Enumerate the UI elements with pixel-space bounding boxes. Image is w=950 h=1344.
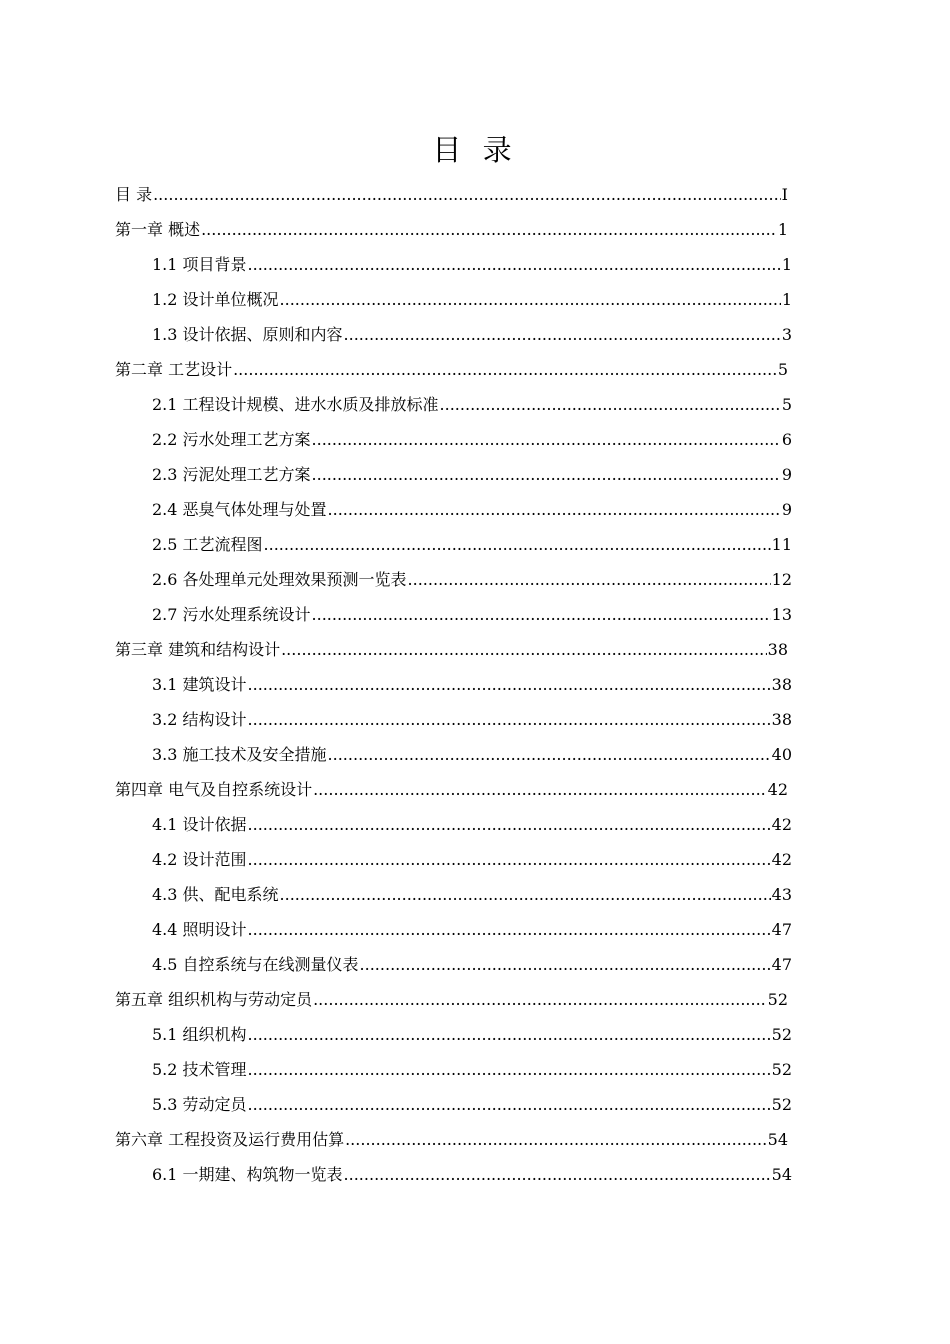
toc-entry-page-number: 5 [781,395,792,414]
toc-entry-page-number: 1 [781,290,792,309]
toc-dot-leader [248,248,781,282]
toc-entry[interactable] [115,1123,788,1157]
toc-entry-page-number: 42 [771,815,792,834]
toc-entry[interactable] [152,843,792,877]
toc-entry[interactable] [152,703,792,737]
toc-entry-page-number: 38 [771,710,792,729]
toc-entry-page-number: 43 [771,885,792,904]
toc-dot-leader [345,1123,767,1157]
toc-entry-text: 5.1 组织机构 [152,1025,247,1044]
toc-dot-leader [344,318,781,352]
toc-dot-leader [280,283,781,317]
toc-entry-text: 2.6 各处理单元处理效果预测一览表 [152,570,407,589]
toc-entry-page-number: 38 [767,640,788,659]
toc-dot-leader [153,178,781,212]
toc-entry[interactable] [115,773,788,807]
toc-entry-text: 4.3 供、配电系统 [152,885,279,904]
toc-dot-leader [408,563,771,597]
toc-dot-leader [344,1158,771,1192]
toc-entry[interactable] [115,353,788,387]
toc-dot-leader [312,598,771,632]
toc-entry-text: 1.3 设计依据、原则和内容 [152,325,343,344]
toc-entry[interactable] [152,1088,792,1122]
toc-entry-text: 5.2 技术管理 [152,1060,247,1079]
toc-dot-leader [328,738,771,772]
toc-dot-leader [248,668,771,702]
toc-entry-text: 2.3 污泥处理工艺方案 [152,465,311,484]
toc-entry-text: 第六章 工程投资及运行费用估算 [115,1130,345,1149]
toc-entry-page-number: 11 [771,535,792,554]
toc-entry-text: 3.2 结构设计 [152,710,247,729]
toc-entry[interactable] [152,423,792,457]
toc-entry-text: 6.1 一期建、构筑物一览表 [152,1165,343,1184]
toc-entry-page-number: 54 [771,1165,792,1184]
toc-dot-leader [248,843,771,877]
toc-dot-leader [248,1088,771,1122]
toc-dot-leader [312,458,781,492]
toc-entry-text: 2.1 工程设计规模、进水水质及排放标准 [152,395,439,414]
toc-entry[interactable] [152,493,792,527]
toc-entry-page-number: 9 [781,500,792,519]
toc-dot-leader [201,213,777,247]
toc-entry[interactable] [152,598,792,632]
toc-dot-leader [264,528,771,562]
toc-entry-text: 4.2 设计范围 [152,850,247,869]
toc-entry-text: 第四章 电气及自控系统设计 [115,780,313,799]
toc-entry[interactable] [152,1158,792,1192]
toc-entry-page-number: 54 [767,1130,788,1149]
toc-entry-text: 4.5 自控系统与在线测量仪表 [152,955,359,974]
toc-entry-page-number: 9 [781,465,792,484]
toc-entry-text: 第二章 工艺设计 [115,360,233,379]
toc-entry-page-number: 12 [771,570,792,589]
toc-entry-page-number: I [781,185,788,204]
toc-entry-page-number: 47 [771,920,792,939]
toc-entry[interactable] [152,528,792,562]
toc-entry[interactable] [152,283,792,317]
toc-entry-page-number: 38 [771,675,792,694]
toc-entry-text: 2.5 工艺流程图 [152,535,263,554]
toc-dot-leader [248,808,771,842]
toc-dot-leader [281,633,767,667]
toc-dot-leader [328,493,781,527]
toc-entry-page-number: 52 [767,990,788,1009]
toc-entry[interactable] [152,1053,792,1087]
toc-entry-text: 第五章 组织机构与劳动定员 [115,990,313,1009]
toc-dot-leader [313,983,767,1017]
toc-dot-leader [360,948,771,982]
toc-entry[interactable] [152,668,792,702]
toc-entry-page-number: 13 [771,605,792,624]
toc-entry-page-number: 47 [771,955,792,974]
toc-entry-page-number: 40 [771,745,792,764]
toc-entry-text: 2.4 恶臭气体处理与处置 [152,500,327,519]
toc-entry-text: 2.7 污水处理系统设计 [152,605,311,624]
toc-entry[interactable] [115,178,788,212]
toc-dot-leader [233,353,777,387]
toc-entry-text: 第三章 建筑和结构设计 [115,640,281,659]
toc-entry-text: 4.1 设计依据 [152,815,247,834]
toc-dot-leader [248,703,771,737]
toc-entry-page-number: 3 [781,325,792,344]
toc-entry[interactable] [152,948,792,982]
toc-entry-page-number: 42 [767,780,788,799]
toc-entry[interactable] [115,213,788,247]
toc-title: 目 录 [432,133,518,167]
toc-dot-leader [312,423,781,457]
toc-entry[interactable] [152,1018,792,1052]
toc-entry[interactable] [115,633,788,667]
toc-entry[interactable] [152,318,792,352]
toc-entry-page-number: 42 [771,850,792,869]
toc-dot-leader [248,1053,771,1087]
toc-entry-text: 5.3 劳动定员 [152,1095,247,1114]
toc-entry-page-number: 6 [781,430,792,449]
toc-entry-page-number: 1 [781,255,792,274]
toc-entry[interactable] [152,388,792,422]
toc-entry[interactable] [152,563,792,597]
toc-entry[interactable] [152,878,792,912]
toc-entry[interactable] [152,913,792,947]
toc-dot-leader [280,878,771,912]
toc-entry-page-number: 52 [771,1025,792,1044]
toc-entry[interactable] [152,808,792,842]
toc-dot-leader [440,388,781,422]
toc-dot-leader [248,913,771,947]
toc-entry-text: 1.2 设计单位概况 [152,290,279,309]
toc-entry-text: 3.1 建筑设计 [152,675,247,694]
toc-entry[interactable] [152,458,792,492]
toc-entry-text: 第一章 概述 [115,220,201,239]
toc-entry-text: 4.4 照明设计 [152,920,247,939]
toc-dot-leader [313,773,767,807]
toc-entry[interactable] [152,248,792,282]
toc-entry-page-number: 52 [771,1095,792,1114]
toc-entry-text: 1.1 项目背景 [152,255,247,274]
toc-entry[interactable] [152,738,792,772]
toc-entry-text: 2.2 污水处理工艺方案 [152,430,311,449]
toc-entry-text: 目 录 [115,185,153,204]
toc-entry[interactable] [115,983,788,1017]
toc-entry-page-number: 5 [777,360,788,379]
toc-dot-leader [248,1018,771,1052]
toc-entry-page-number: 1 [777,220,788,239]
toc-entry-text: 3.3 施工技术及安全措施 [152,745,327,764]
toc-entry-page-number: 52 [771,1060,792,1079]
